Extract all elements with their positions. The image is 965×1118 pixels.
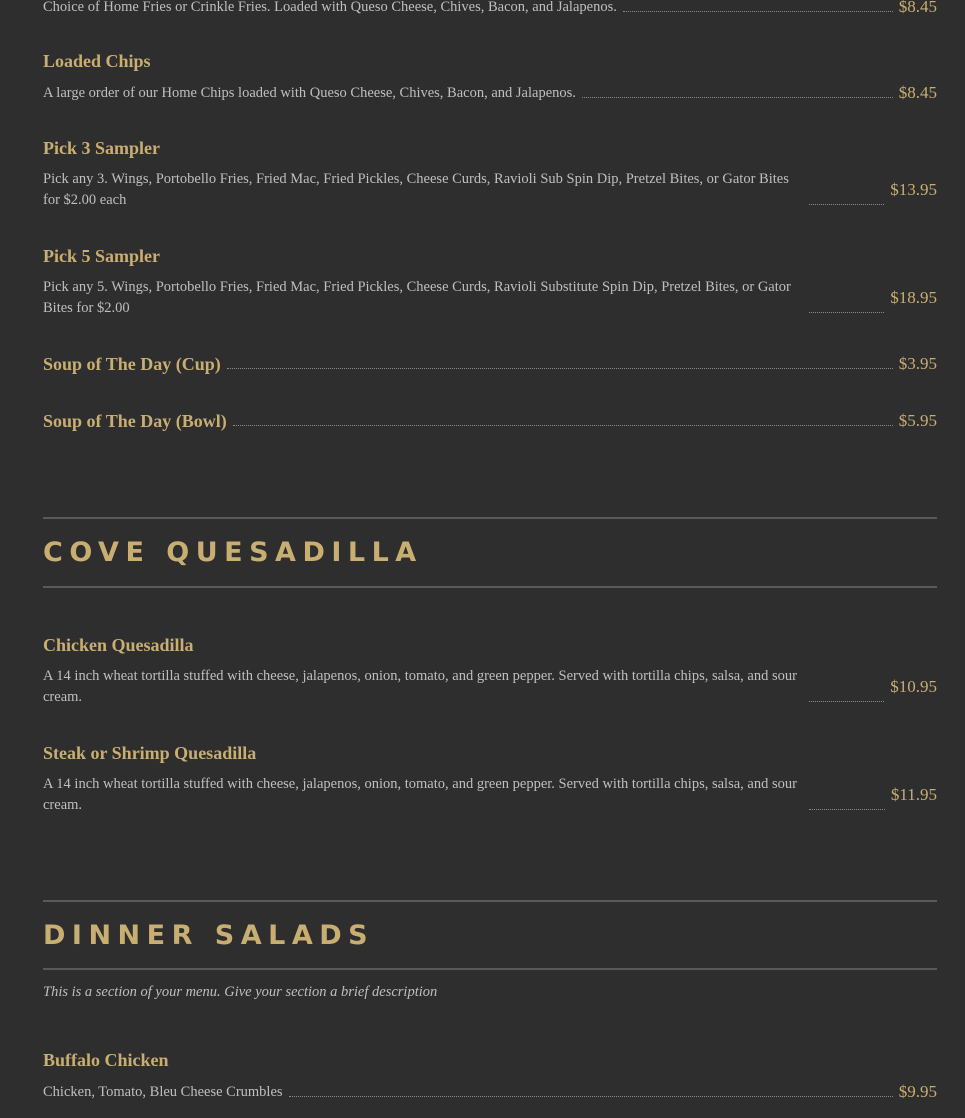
item-price: $11.95 <box>890 785 937 804</box>
section-description: This is a section of your menu. Give your section a brief description <box>43 984 438 1000</box>
dotted-leader <box>233 425 893 426</box>
menu-item-soup-cup <box>43 353 937 375</box>
menu-item-pick-5-sampler <box>43 245 937 319</box>
item-name: Loaded Chips <box>43 51 151 71</box>
item-price: $9.95 <box>898 1082 937 1101</box>
section-divider-top <box>43 900 937 902</box>
dotted-leader <box>809 701 884 702</box>
dotted-leader <box>582 97 893 98</box>
menu-item-buffalo-chicken <box>43 1049 937 1103</box>
dotted-leader <box>289 1096 893 1097</box>
item-price: $10.95 <box>890 677 937 696</box>
item-description: Choice of Home Fries or Crinkle Fries. Loaded with Queso Cheese, Chives, Bacon, and Jalapenos. <box>43 0 617 15</box>
item-price: $3.95 <box>898 354 937 373</box>
item-name: Steak or Shrimp Quesadilla <box>43 743 257 763</box>
menu-item-steak-shrimp-quesadilla <box>43 742 937 816</box>
item-price: $13.95 <box>890 180 937 199</box>
item-name: Chicken Quesadilla <box>43 635 194 655</box>
section-title-text: DINNER SALADS <box>43 920 375 951</box>
dotted-leader <box>809 312 884 313</box>
section-divider-bottom <box>43 586 937 588</box>
menu-item-soup-bowl <box>43 410 937 432</box>
section-title-quesadilla <box>43 536 423 570</box>
section-title-salads <box>43 919 374 953</box>
dotted-leader <box>227 368 893 369</box>
dotted-leader <box>809 809 885 810</box>
item-description: A 14 inch wheat tortilla stuffed with cheese, jalapenos, onion, tomato, and green pepper. Served with tortilla chips, salsa, and sour cream. <box>43 776 797 813</box>
section-title-text: COVE QUESADILLA <box>43 537 423 568</box>
item-price: $18.95 <box>890 288 937 307</box>
item-description: Pick any 3. Wings, Portobello Fries, Fried Mac, Fried Pickles, Cheese Curds, Ravioli Sub Spin Dip, Pretzel Bites, or Gator Bites for $2.00 each <box>43 171 789 208</box>
section-divider-bottom <box>43 968 937 970</box>
item-price: $8.45 <box>898 83 937 102</box>
dotted-leader <box>809 204 884 205</box>
section-divider-top <box>43 517 937 519</box>
dotted-leader <box>623 11 893 12</box>
item-name: Soup of The Day (Cup) <box>43 354 221 374</box>
item-name: Buffalo Chicken <box>43 1050 169 1070</box>
item-name: Soup of The Day (Bowl) <box>43 411 227 431</box>
item-description: A 14 inch wheat tortilla stuffed with cheese, jalapenos, onion, tomato, and green pepper. Served with tortilla chips, salsa, and sour cream. <box>43 668 797 705</box>
menu-item-pick-3-sampler <box>43 137 937 211</box>
menu-item-chicken-quesadilla <box>43 634 937 708</box>
item-name: Pick 3 Sampler <box>43 138 160 158</box>
item-price: $5.95 <box>898 411 937 430</box>
item-description: Pick any 5. Wings, Portobello Fries, Fried Mac, Fried Pickles, Cheese Curds, Ravioli Substitute Spin Dip, Pretzel Bites, or Gator Bites for $2.00 <box>43 279 791 316</box>
item-price: $8.45 <box>898 0 937 16</box>
menu-item-loaded-fries <box>43 0 937 18</box>
item-name: Pick 5 Sampler <box>43 246 160 266</box>
item-description: A large order of our Home Chips loaded with Queso Cheese, Chives, Bacon, and Jalapenos. <box>43 85 576 101</box>
item-description: Chicken, Tomato, Bleu Cheese Crumbles <box>43 1084 283 1100</box>
menu-item-loaded-chips <box>43 50 937 104</box>
